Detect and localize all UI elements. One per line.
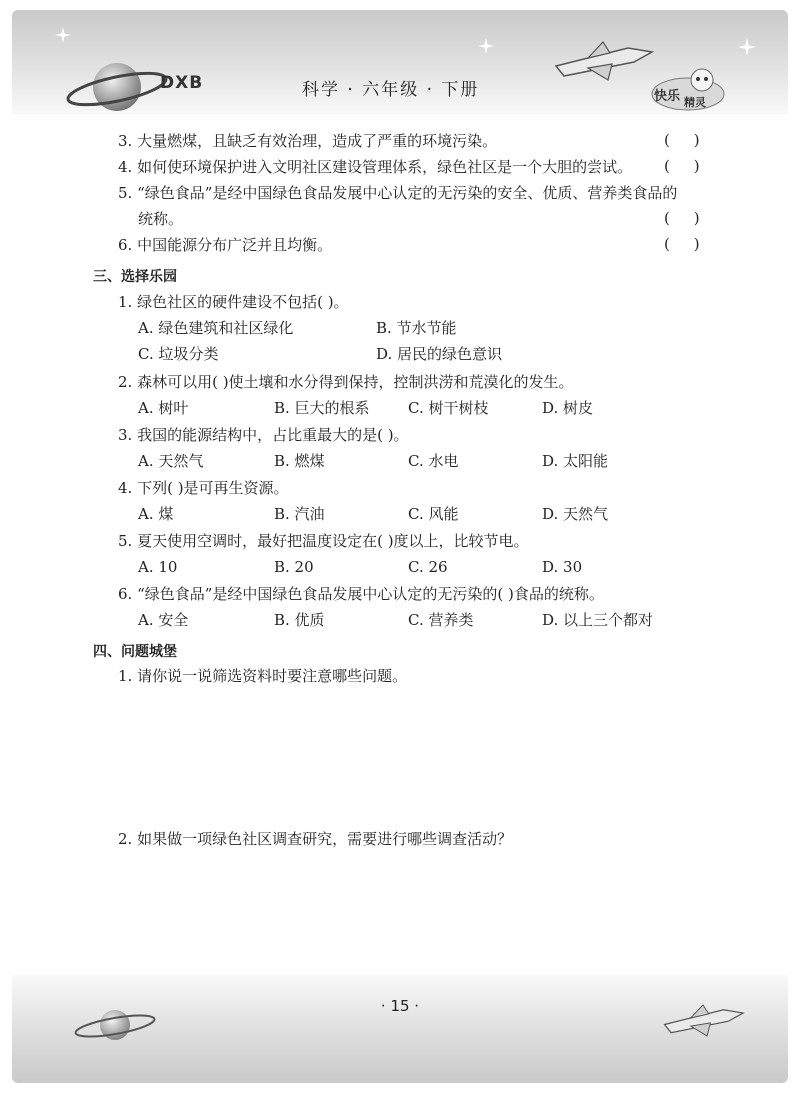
choice-option[interactable]: D. 居民的绿色意识 — [376, 345, 503, 363]
choice-option[interactable]: A. 绿色建筑和社区绿化 — [138, 319, 294, 337]
answer-blank[interactable]: ( ) — [664, 131, 700, 149]
choice-q1-stem: 1. 绿色社区的硬件建设不包括( )。 — [118, 293, 349, 311]
judgment-item-5-continued: 统称。 — [138, 210, 184, 228]
choice-option[interactable]: B. 汽油 — [274, 505, 325, 523]
page-number: · 15 · — [380, 997, 420, 1015]
open-question-1: 1. 请你说一说筛选资料时要注意哪些问题。 — [118, 667, 408, 685]
answer-area-2[interactable] — [118, 855, 718, 965]
judgment-item-6: 6. 中国能源分布广泛并且均衡。 — [118, 236, 333, 254]
choice-option[interactable]: B. 节水节能 — [376, 319, 457, 337]
choice-q2-stem: 2. 森林可以用( )使土壤和水分得到保持，控制洪涝和荒漠化的发生。 — [118, 373, 574, 391]
judgment-item-4: 4. 如何使环境保护进入文明社区建设管理体系，绿色社区是一个大胆的尝试。 — [118, 158, 633, 176]
space-shuttle-icon — [548, 38, 658, 83]
section-title-choice: 三、选择乐园 — [93, 269, 177, 285]
choice-option[interactable]: D. 以上三个都对 — [542, 611, 654, 629]
choice-q6-stem: 6. “绿色食品”是经中国绿色食品发展中心认定的无污染的( )食品的统称。 — [118, 585, 604, 603]
happy-elf-logo — [650, 66, 726, 112]
book-code: DXB — [160, 73, 204, 93]
choice-option[interactable]: A. 煤 — [138, 505, 174, 523]
answer-blank[interactable]: ( ) — [664, 157, 700, 175]
choice-q3-stem: 3. 我国的能源结构中，占比重最大的是( )。 — [118, 426, 409, 444]
choice-option[interactable]: C. 营养类 — [408, 611, 474, 629]
choice-option[interactable]: A. 10 — [138, 558, 178, 576]
choice-option[interactable]: B. 20 — [274, 558, 314, 576]
choice-option[interactable]: A. 天然气 — [138, 452, 204, 470]
answer-area-1[interactable] — [118, 692, 718, 812]
choice-option[interactable]: C. 风能 — [408, 505, 459, 523]
star-icon — [478, 38, 494, 54]
choice-option[interactable]: D. 树皮 — [542, 399, 594, 417]
choice-option[interactable]: B. 巨大的根系 — [274, 399, 370, 417]
planet-icon — [62, 52, 172, 122]
choice-option[interactable]: A. 安全 — [138, 611, 189, 629]
choice-q5-stem: 5. 夏天使用空调时，最好把温度设定在( )度以上，比较节电。 — [118, 532, 529, 550]
page-header-title: 科学 · 六年级 · 下册 — [302, 80, 480, 100]
svg-text:快乐: 快乐 — [654, 89, 681, 104]
choice-option[interactable]: D. 30 — [542, 558, 583, 576]
choice-option[interactable]: C. 水电 — [408, 452, 459, 470]
choice-option[interactable]: D. 天然气 — [542, 505, 609, 523]
choice-option[interactable]: B. 燃煤 — [274, 452, 325, 470]
judgment-item-3: 3. 大量燃煤，且缺乏有效治理，造成了严重的环境污染。 — [118, 132, 498, 150]
answer-blank[interactable]: ( ) — [664, 209, 700, 227]
section-title-questions: 四、问题城堡 — [93, 644, 177, 660]
star-icon — [738, 38, 756, 56]
choice-option[interactable]: C. 26 — [408, 558, 448, 576]
choice-option[interactable]: C. 垃圾分类 — [138, 345, 219, 363]
choice-option[interactable]: A. 树叶 — [138, 399, 189, 417]
open-question-2: 2. 如果做一项绿色社区调查研究，需要进行哪些调查活动？ — [118, 830, 513, 848]
choice-q4-stem: 4. 下列( )是可再生资源。 — [118, 479, 289, 497]
choice-option[interactable]: B. 优质 — [274, 611, 325, 629]
choice-option[interactable]: C. 树干树枝 — [408, 399, 489, 417]
answer-blank[interactable]: ( ) — [664, 235, 700, 253]
judgment-item-5: 5. “绿色食品”是经中国绿色食品发展中心认定的无污染的安全、优质、营养类食品的 — [118, 184, 678, 202]
choice-option[interactable]: D. 太阳能 — [542, 452, 609, 470]
star-icon — [55, 27, 71, 43]
svg-text:精灵: 精灵 — [684, 96, 706, 109]
